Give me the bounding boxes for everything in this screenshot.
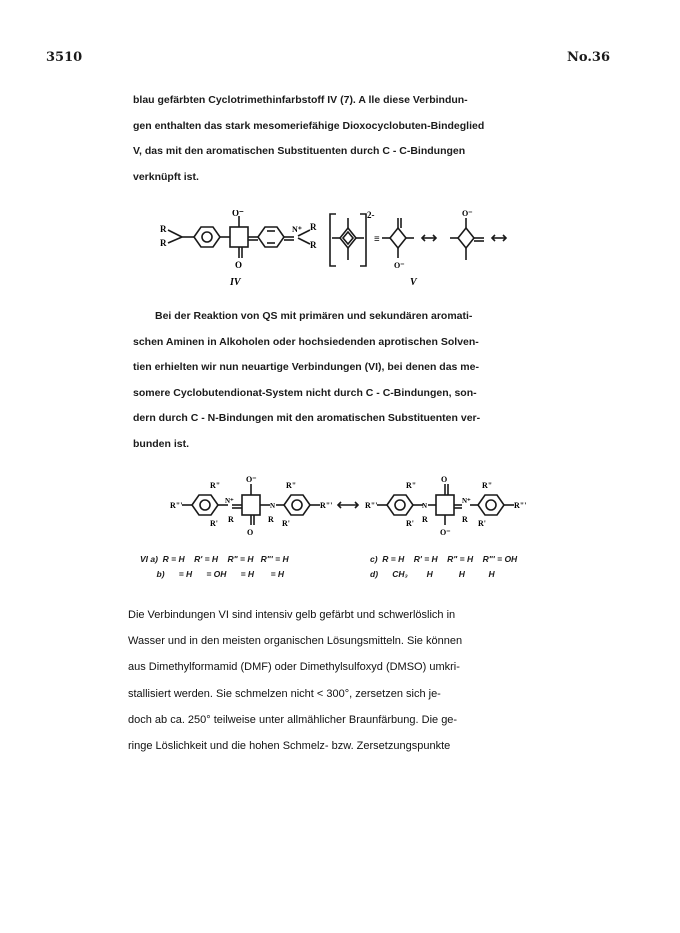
atom-o-minus: O⁻ <box>440 528 451 537</box>
atom-o-minus: O⁻ <box>232 210 244 218</box>
atom-r2: R" <box>482 481 493 490</box>
label-v: V <box>410 277 417 288</box>
text-line: aus Dimethylformamid (DMF) oder Dimethylsulfoxyd (DMSO) umkri- <box>128 661 460 674</box>
atom-r: R <box>268 515 274 524</box>
atom-r1: R' <box>282 519 290 528</box>
text-line: dern durch C - N-Bindungen mit den aromatischen Substituenten ver- <box>133 412 481 425</box>
atom-r: R <box>310 240 317 250</box>
text-line: gen enthalten das stark mesomeriefähige Dioxocyclobuten-Bindeglied <box>133 119 485 132</box>
text-line: doch ab ca. 250° teilweise unter allmählicher Braunfärbung. Die ge- <box>128 713 458 726</box>
page-number: 3510 <box>46 50 83 65</box>
atom-n-plus: N⁺ <box>225 497 234 505</box>
atom-o-minus: O⁻ <box>462 210 473 218</box>
atom-n-plus: N⁺ <box>462 497 471 505</box>
atom-o: O <box>441 475 448 484</box>
atom-r1: R' <box>210 519 218 528</box>
atom-r3: R"' <box>365 501 378 510</box>
issue-number: No.36 <box>567 50 610 65</box>
text-line: bunden ist. <box>133 437 189 450</box>
atom-r: R <box>160 238 167 248</box>
atom-o-minus: O⁻ <box>394 261 405 270</box>
atom-r: R <box>422 515 428 524</box>
substituents-table-left: VI a) R = H R' = H R" = H R"' = H b) = H = OH = H = H <box>140 554 289 579</box>
text-line: verknüpft ist. <box>133 170 199 183</box>
figure-structure-vi <box>170 470 550 540</box>
text-line: Bei der Reaktion von QS mit primären und sekundären aromati- <box>155 310 473 322</box>
structure-iv <box>160 210 317 288</box>
atom-o: O <box>235 260 243 270</box>
paragraph-1 <box>133 88 533 190</box>
atom-r3: R"' <box>514 501 527 510</box>
text-line: V, das mit den aromatischen Substituenten durch C - C-Bindungen <box>133 145 466 158</box>
atom-r: R <box>310 222 317 232</box>
svg-text:≡: ≡ <box>374 234 380 245</box>
structure-vi-left <box>170 475 332 537</box>
atom-o-minus: O⁻ <box>246 475 257 484</box>
atom-r: R <box>462 515 468 524</box>
structure-v <box>330 210 506 288</box>
text-line: schen Aminen in Alkoholen oder hochsiedenden aprotischen Solven- <box>133 335 479 348</box>
atom-n: N <box>270 502 276 510</box>
substituents-table-right: c) R = H R' = H R" = H R"' = OH d) CH₃ H H H <box>370 554 518 579</box>
paragraph-2 <box>133 304 533 458</box>
text-line: blau gefärbten Cyclotrimethinfarbstoff IV (7). A lle diese Verbindun- <box>133 94 468 106</box>
atom-n: N <box>422 502 428 510</box>
atom-r1: R' <box>406 519 414 528</box>
text-line: Wasser und in den meisten organischen Lösungsmitteln. Sie können <box>128 635 463 648</box>
text-line: ringe Löslichkeit und die hohen Schmelz- bzw. Zersetzungspunkte <box>128 740 451 753</box>
atom-r3: R"' <box>170 501 183 510</box>
text-line: stallisiert werden. Sie schmelzen nicht < 300°, zersetzen sich je- <box>128 687 441 700</box>
text-line: tien erhielten wir nun neuartige Verbindungen (VI), bei denen das me- <box>133 361 479 374</box>
atom-o: O <box>247 528 254 537</box>
atom-r2: R" <box>286 481 297 490</box>
structure-vi-right <box>365 475 526 537</box>
atom-n-plus: N⁺ <box>292 225 302 234</box>
atom-r: R <box>228 515 234 524</box>
atom-r2: R" <box>406 481 417 490</box>
atom-r: R <box>160 224 167 234</box>
figure-structures-iv-v <box>160 210 520 290</box>
label-iv: IV <box>230 277 241 288</box>
paragraph-3 <box>128 602 548 759</box>
text-line: Die Verbindungen VI sind intensiv gelb gefärbt und schwerlöslich in <box>128 609 456 621</box>
atom-r1: R' <box>478 519 486 528</box>
atom-r2: R" <box>210 481 221 490</box>
atom-r3: R"' <box>320 501 333 510</box>
text-line: somere Cyclobutendionat-System nicht durch C - C-Bindungen, son- <box>133 386 477 399</box>
svg-text:2-: 2- <box>367 210 375 220</box>
